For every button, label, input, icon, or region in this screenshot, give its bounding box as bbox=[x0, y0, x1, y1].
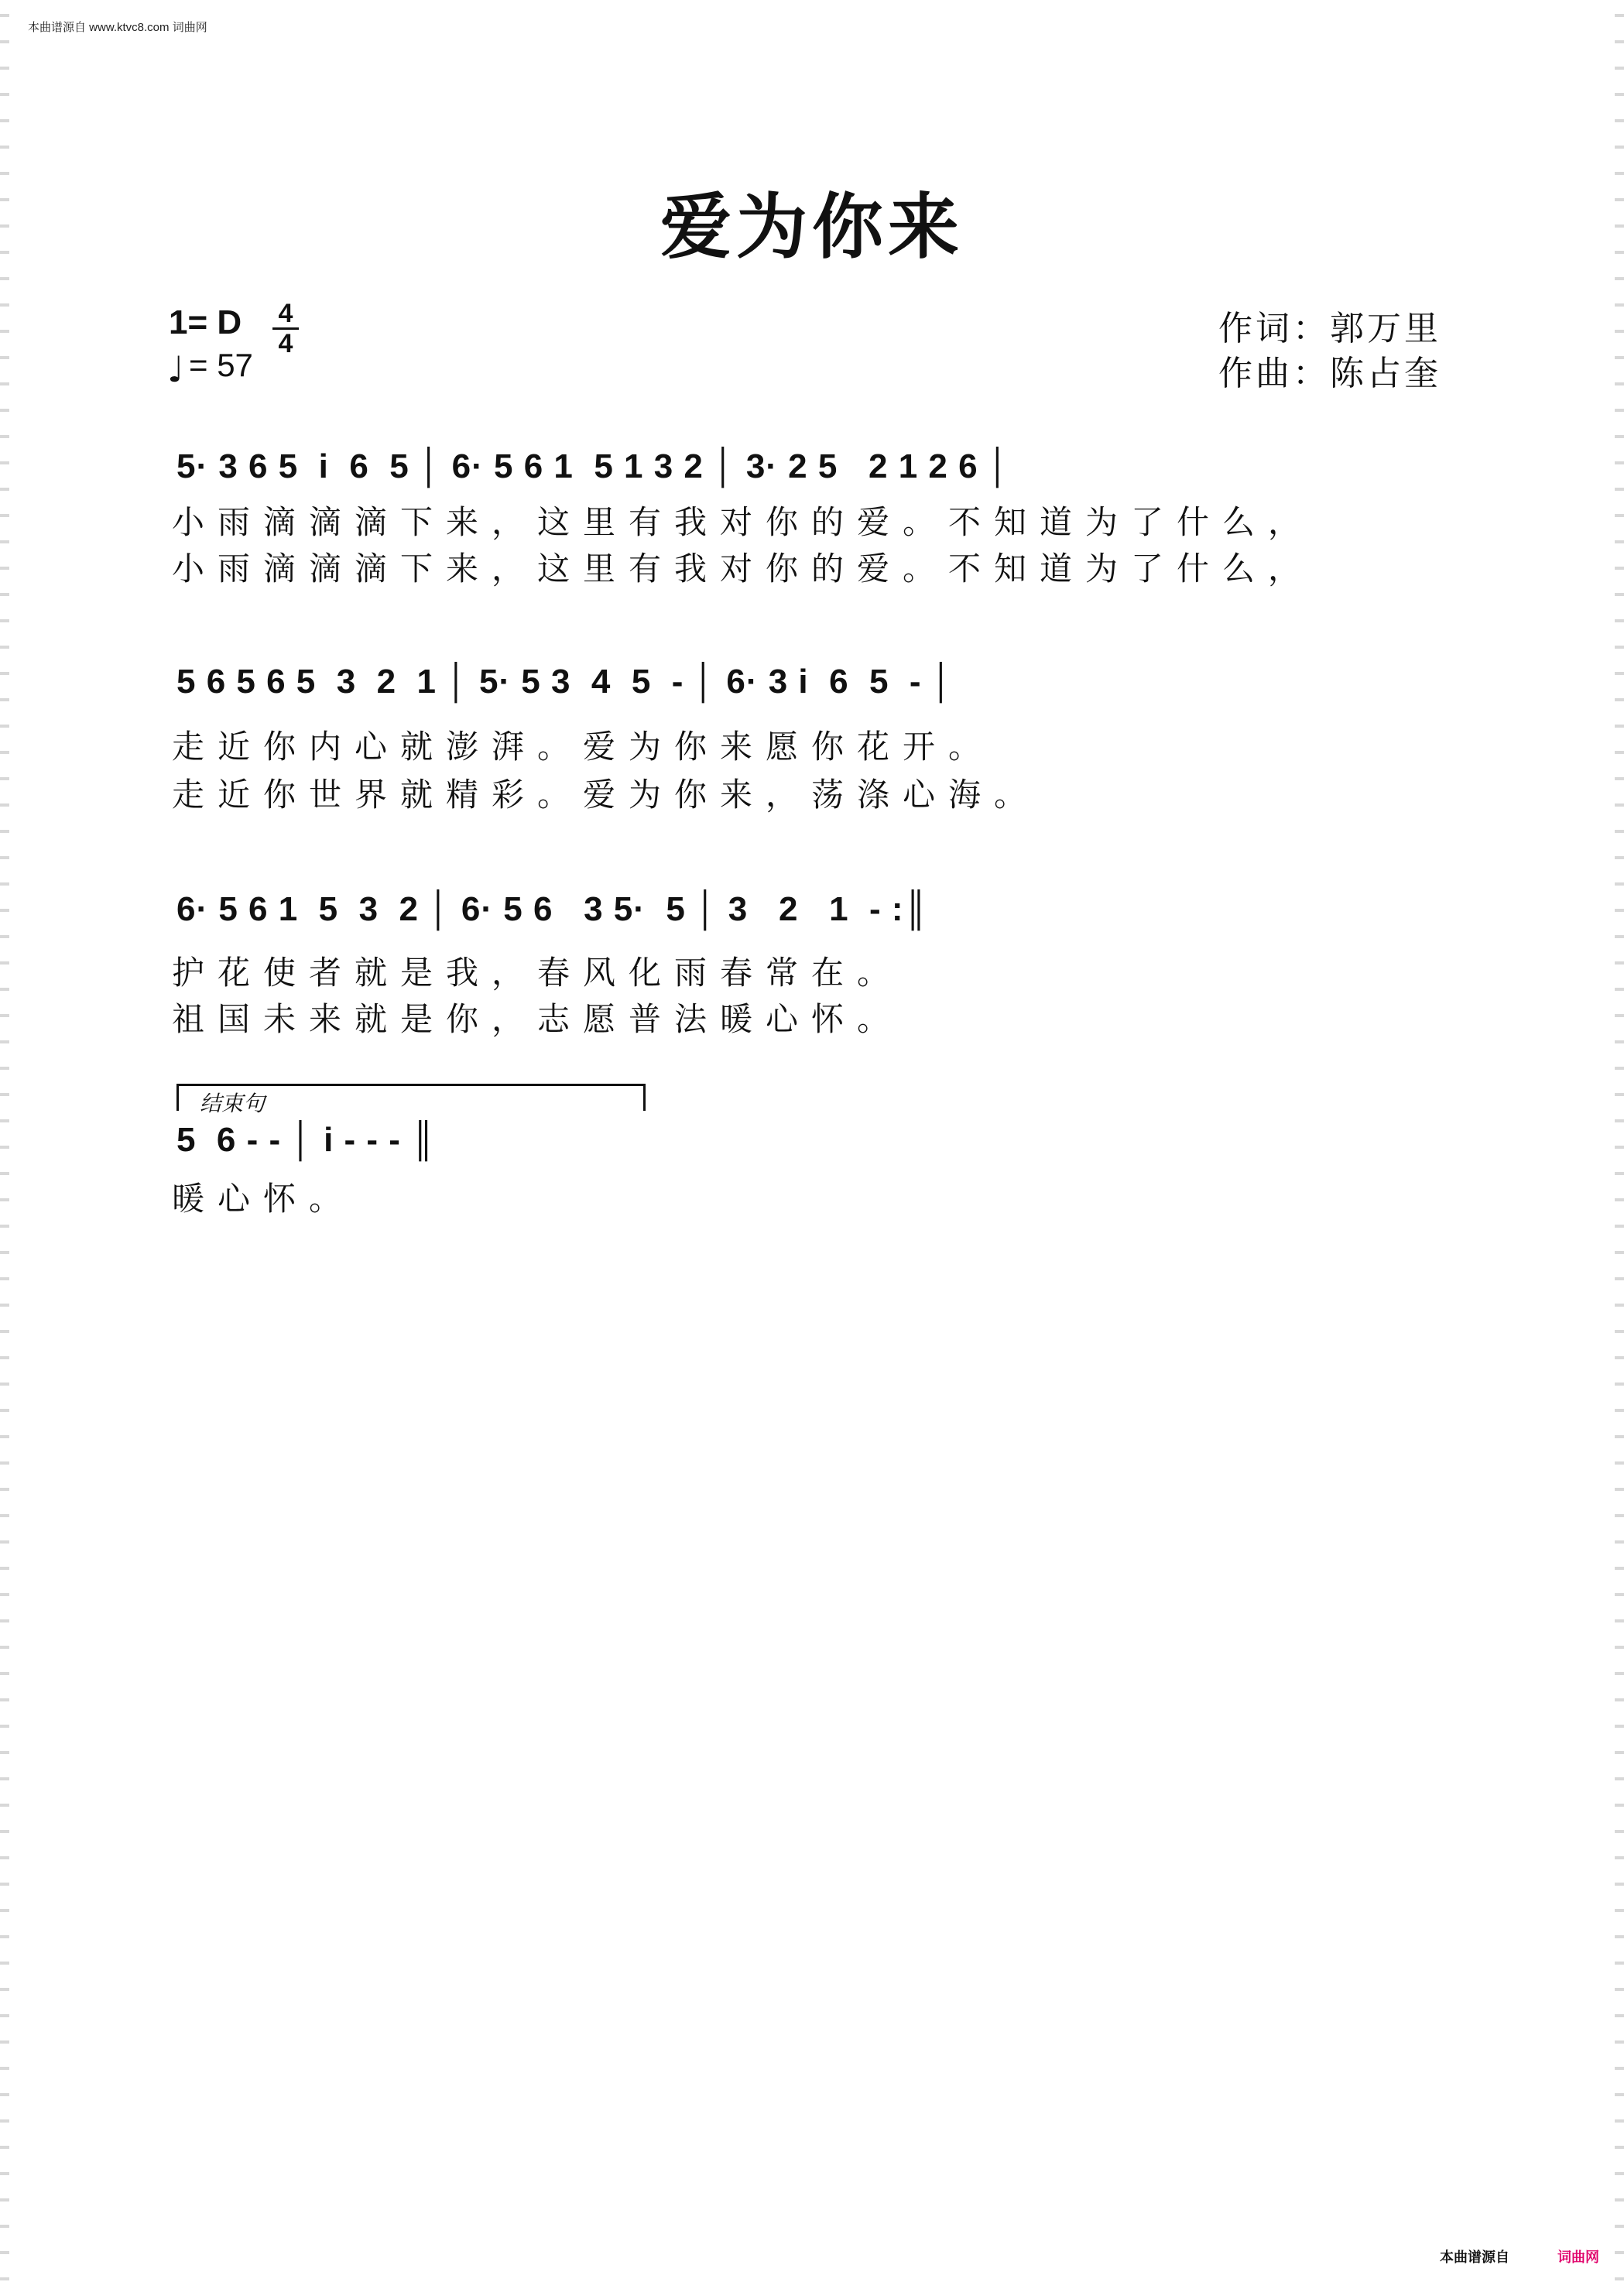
key-signature: 1= D bbox=[169, 303, 242, 341]
right-watermark-strip bbox=[1615, 0, 1624, 2282]
composer-credit: 作曲：陈占奎 bbox=[1218, 354, 1441, 393]
time-signature-top: 4 bbox=[278, 299, 293, 328]
notation-line-3: 6· 5 6 1 5 3 2 │ 6· 5 6 3 5· 5 │ 3 2 1 - :║ bbox=[176, 890, 929, 928]
footer-source: 本曲谱源自 bbox=[1440, 2249, 1509, 2265]
lyricist-credit: 作词：郭万里 bbox=[1218, 309, 1441, 348]
coda-notation: 5 6 - - │ i - - - ║ bbox=[176, 1121, 437, 1159]
lyrics-line-2-verse-1: 走近你内心就澎湃。爱为你来愿你花开。 bbox=[172, 728, 995, 766]
time-signature bbox=[272, 300, 299, 357]
song-title: 爱为你来 bbox=[660, 185, 964, 269]
lyrics-line-1-verse-2: 小雨滴滴滴下来，这里有我对你的爱。不知道为了什么， bbox=[172, 550, 1314, 588]
time-signature-bottom: 4 bbox=[278, 329, 293, 358]
source-line: 本曲谱源自 www.ktvc8.com 词曲网 bbox=[28, 21, 207, 34]
lyrics-line-2-verse-2: 走近你世界就精彩。爱为你来，荡涤心海。 bbox=[172, 776, 1040, 814]
lyrics-line-3-verse-2: 祖国未来就是你，志愿普法暖心怀。 bbox=[172, 1000, 903, 1038]
coda-label: 结束句 bbox=[200, 1091, 266, 1115]
coda-lyrics: 暖心怀。 bbox=[172, 1180, 355, 1218]
notation-line-1: 5· 3 6 5 i 6 5 │ 6· 5 6 1 5 1 3 2 │ 3· 2 5 2 1 2 6 │ bbox=[176, 447, 1011, 485]
notation-line-2: 5 6 5 6 5 3 2 1 │ 5· 5 3 4 5 - │ 6· 3 i 6 5 - │ bbox=[176, 663, 954, 701]
lyrics-line-1-verse-1: 小雨滴滴滴下来，这里有我对你的爱。不知道为了什么， bbox=[172, 503, 1314, 541]
tempo-marking: = 57 bbox=[189, 347, 253, 383]
quarter-note-icon: ♩ bbox=[167, 348, 184, 390]
left-watermark-strip bbox=[0, 0, 9, 2282]
lyrics-line-3-verse-1: 护花使者就是我，春风化雨春常在。 bbox=[172, 954, 903, 992]
footer-site: 词曲网 bbox=[1557, 2249, 1599, 2265]
